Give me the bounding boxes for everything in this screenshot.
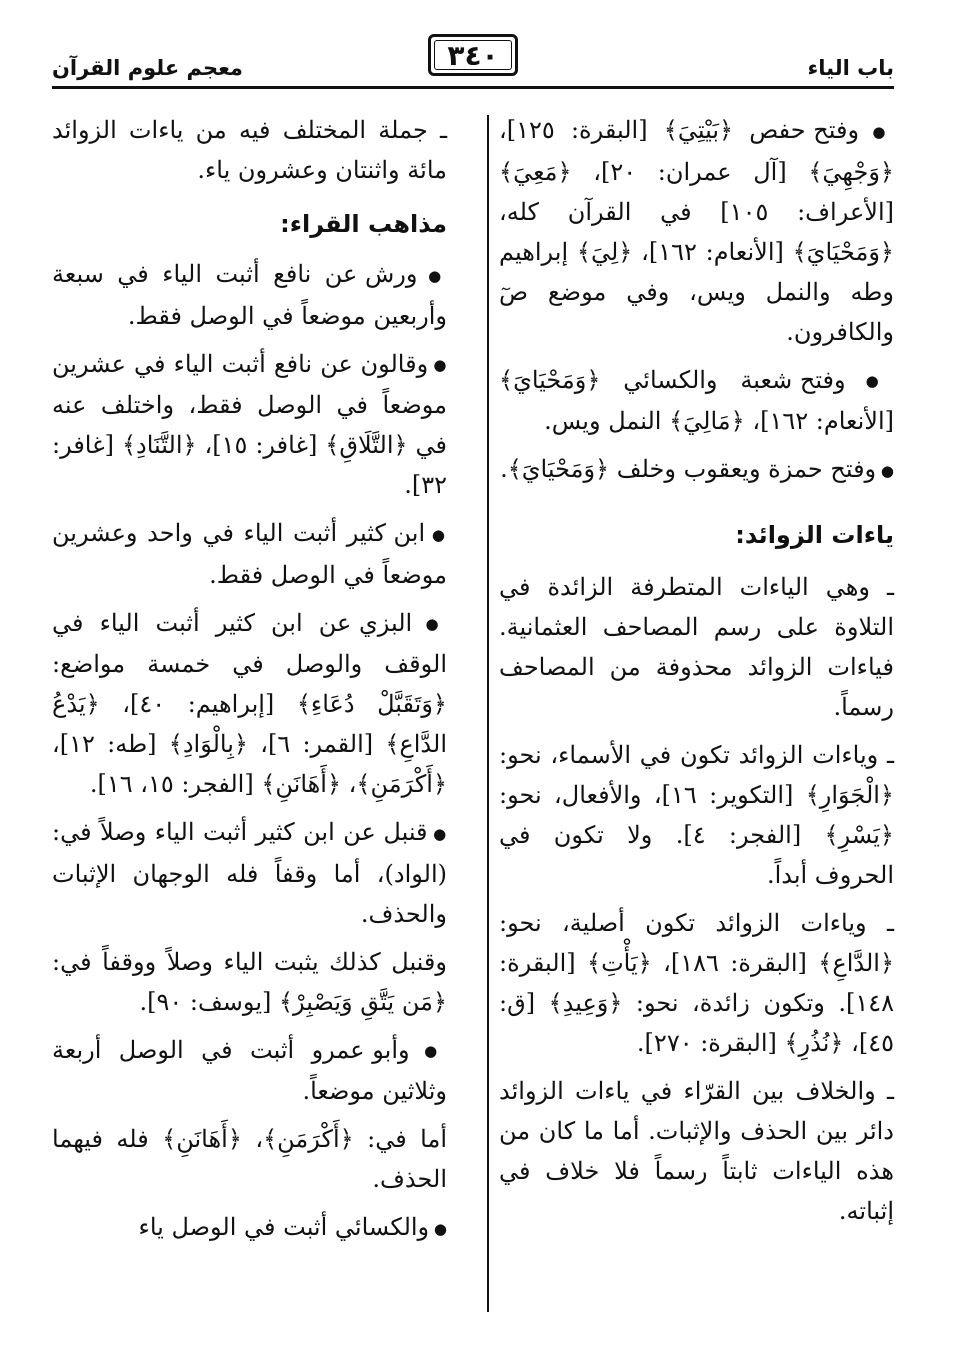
paragraph: ـ والخلاف بين القرّاء في ياءات الزوائد دائر بين الحذف والإثبات. أما ما كان من هذه الياءات ثابتاً رسماً فلا خلاف في إثباته. xyxy=(499,1076,894,1225)
paragraph: ـ وياءات الزوائد تكون في الأسماء، نحو: ﴿الْجَوَارِ﴾ [التكوير: ١٦]، والأفعال، نحو: ﴿يَسْرِ﴾ [الفجر: ٤]. ولا تكون في الحروف أبداً. xyxy=(499,740,894,889)
header-rule xyxy=(52,86,894,89)
paragraph: ● والكسائي أثبت في الوصل ياء xyxy=(52,1207,447,1249)
paragraph: ● ابن كثير أثبت الياء في واحد وعشرين موضعاً في الوصل فقط. xyxy=(52,513,447,595)
section-title: باب الياء xyxy=(807,56,894,80)
paragraph: ـ جملة المختلف فيه من ياءات الزوائد مائة واثنتان وعشرون ياء. xyxy=(52,116,447,184)
right-column xyxy=(499,110,894,1327)
paragraph: ● البزي عن ابن كثير أثبت الياء في الوقف والوصل في خمسة مواضع: ﴿وَتَقَبَّلْ دُعَاءِ﴾ [إبراهيم: ٤٠]، ﴿يَدْعُ الدَّاعِ﴾ [القمر: ٦]، ﴿بِالْوَادِ﴾ [طه: ١٢]، ﴿أَكْرَمَنِ﴾، ﴿أَهَانَنِ﴾ [الفجر: ١٥، ١٦]. xyxy=(52,603,447,805)
paragraph: ● وفتح شعبة والكسائي ﴿وَمَحْيَايَ﴾ [الأنعام: ١٦٢]، ﴿مَالِيَ﴾ النمل ويس. xyxy=(499,360,894,442)
section-heading: ياءات الزوائد: xyxy=(735,520,894,549)
paragraph: ● ورش عن نافع أثبت الياء في سبعة وأربعين موضعاً في الوصل فقط. xyxy=(52,254,447,336)
paragraph: وقنبل كذلك يثبت الياء وصلاً ووقفاً في: ﴿مَن يَتَّقِ وَيَصْبِرْ﴾ [يوسف: ٩٠]. xyxy=(52,947,447,1016)
page-header xyxy=(52,28,894,84)
paragraph: ـ وياءات الزوائد تكون أصلية، نحو: ﴿الدَّاعِ﴾ [البقرة: ١٨٦]، ﴿يَأْتِ﴾ [البقرة: ١٤٨]. وتكون زائدة، نحو: ﴿وَعِيدِ﴾ [ق: ٤٥]، ﴿نُذُرِ﴾ [البقرة: ٢٧٠]. xyxy=(499,908,894,1057)
page-number: ٣٤٠ xyxy=(447,38,499,72)
column-divider xyxy=(487,115,489,1312)
paragraph: ● قنبل عن ابن كثير أثبت الياء وصلاً في: (الواد)، أما وقفاً فله الوجهان الإثبات والحذف. xyxy=(52,812,447,934)
paragraph: ـ وهي الياءات المتطرفة الزائدة في التلاوة على رسم المصاحف العثمانية. فياءات الزوائد محذوفة من المصاحف رسماً. xyxy=(499,572,894,721)
section-heading: مذاهب القراء: xyxy=(280,210,447,238)
paragraph: ● وأبو عمرو أثبت في الوصل أربعة وثلاثين موضعاً. xyxy=(52,1030,447,1112)
paragraph: ● وفتح حفص ﴿بَيْتِيَ﴾ [البقرة: ١٢٥]، ﴿وَجْهِيَ﴾ [آل عمران: ٢٠]، ﴿مَعِيَ﴾ [الأعراف: ١٠٥] في القرآن كله، ﴿وَمَحْيَايَ﴾ [الأنعام: ١٦٢]، ﴿لِيَ﴾ إبراهيم وطه والنمل ويس، وفي موضع صٓ والكافرون. xyxy=(499,110,894,352)
paragraph: ● وفتح حمزة ويعقوب وخلف ﴿وَمَحْيَايَ﴾. xyxy=(499,449,894,491)
paragraph: أما في: ﴿أَكْرَمَنِ﴾، ﴿أَهَانَنِ﴾ فله فيهما الحذف. xyxy=(52,1125,447,1193)
paragraph: ● وقالون عن نافع أثبت الياء في عشرين موضعاً في الوصل فقط، واختلف عنه في ﴿التَّلَاقِ﴾ [غافر: ١٥]، ﴿التَّنَادِ﴾ [غافر: ٣٢]. xyxy=(52,344,447,506)
left-column xyxy=(52,110,447,1327)
book-title: معجم علوم القرآن xyxy=(52,56,243,80)
page-number-frame xyxy=(428,34,518,76)
